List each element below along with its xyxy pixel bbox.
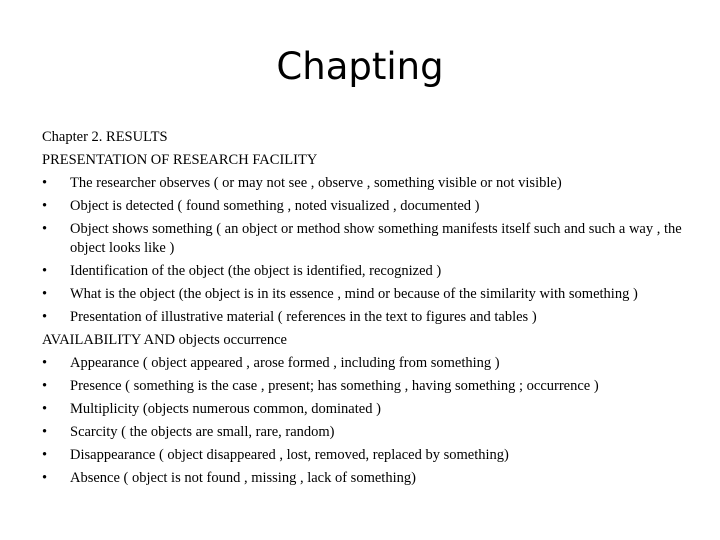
list-item bbox=[42, 285, 688, 304]
list-item-text: Presence ( something is the case , present; has something , having something ; occurrence ) bbox=[70, 378, 599, 394]
chapter-heading: Chapter 2. RESULTS bbox=[42, 129, 168, 145]
slide-title: Chapting bbox=[276, 45, 444, 88]
list-item-text: Disappearance ( object disappeared , lost, removed, replaced by something) bbox=[70, 447, 509, 463]
bullet: • bbox=[42, 378, 48, 394]
bullet: • bbox=[42, 221, 48, 237]
list-item-text: What is the object (the object is in its essence , mind or because of the similarity with something ) bbox=[70, 286, 638, 302]
slide-body bbox=[42, 128, 688, 492]
list-item-text: Multiplicity (objects numerous common, dominated ) bbox=[70, 401, 381, 417]
bullet: • bbox=[42, 424, 48, 440]
bullet: • bbox=[42, 198, 48, 214]
bullet: • bbox=[42, 286, 48, 302]
bullet: • bbox=[42, 470, 48, 486]
list-item-text: Object shows something ( an object or method show something manifests itself such and such a way , the object looks like ) bbox=[70, 221, 682, 256]
section-heading-availability: AVAILABILITY AND objects occurrence bbox=[42, 332, 287, 348]
bullet: • bbox=[42, 401, 48, 417]
list-item bbox=[42, 354, 688, 373]
bullet: • bbox=[42, 263, 48, 279]
bullet: • bbox=[42, 447, 48, 463]
list-item bbox=[42, 423, 688, 442]
bullet: • bbox=[42, 355, 48, 371]
list-item bbox=[42, 174, 688, 193]
section-heading-research-facility: PRESENTATION OF RESEARCH FACILITY bbox=[42, 152, 318, 168]
list-item-text: Absence ( object is not found , missing , lack of something) bbox=[70, 470, 416, 486]
bullet: • bbox=[42, 175, 48, 191]
bullet: • bbox=[42, 309, 48, 325]
list-item-text: The researcher observes ( or may not see , observe , something visible or not visible) bbox=[70, 175, 562, 191]
list-item bbox=[42, 469, 688, 488]
list-item-text: Appearance ( object appeared , arose formed , including from something ) bbox=[70, 355, 500, 371]
list-item-text: Presentation of illustrative material ( references in the text to figures and tables ) bbox=[70, 309, 537, 325]
list-item bbox=[42, 400, 688, 419]
list-item-text: Identification of the object (the object is identified, recognized ) bbox=[70, 263, 442, 279]
list-item-text: Object is detected ( found something , noted visualized , documented ) bbox=[70, 198, 480, 214]
list-item bbox=[42, 377, 688, 396]
list-item bbox=[42, 197, 688, 216]
list-item bbox=[42, 262, 688, 281]
list-item bbox=[42, 220, 688, 258]
list-item-text: Scarcity ( the objects are small, rare, random) bbox=[70, 424, 335, 440]
list-item bbox=[42, 446, 688, 465]
list-item bbox=[42, 308, 688, 327]
